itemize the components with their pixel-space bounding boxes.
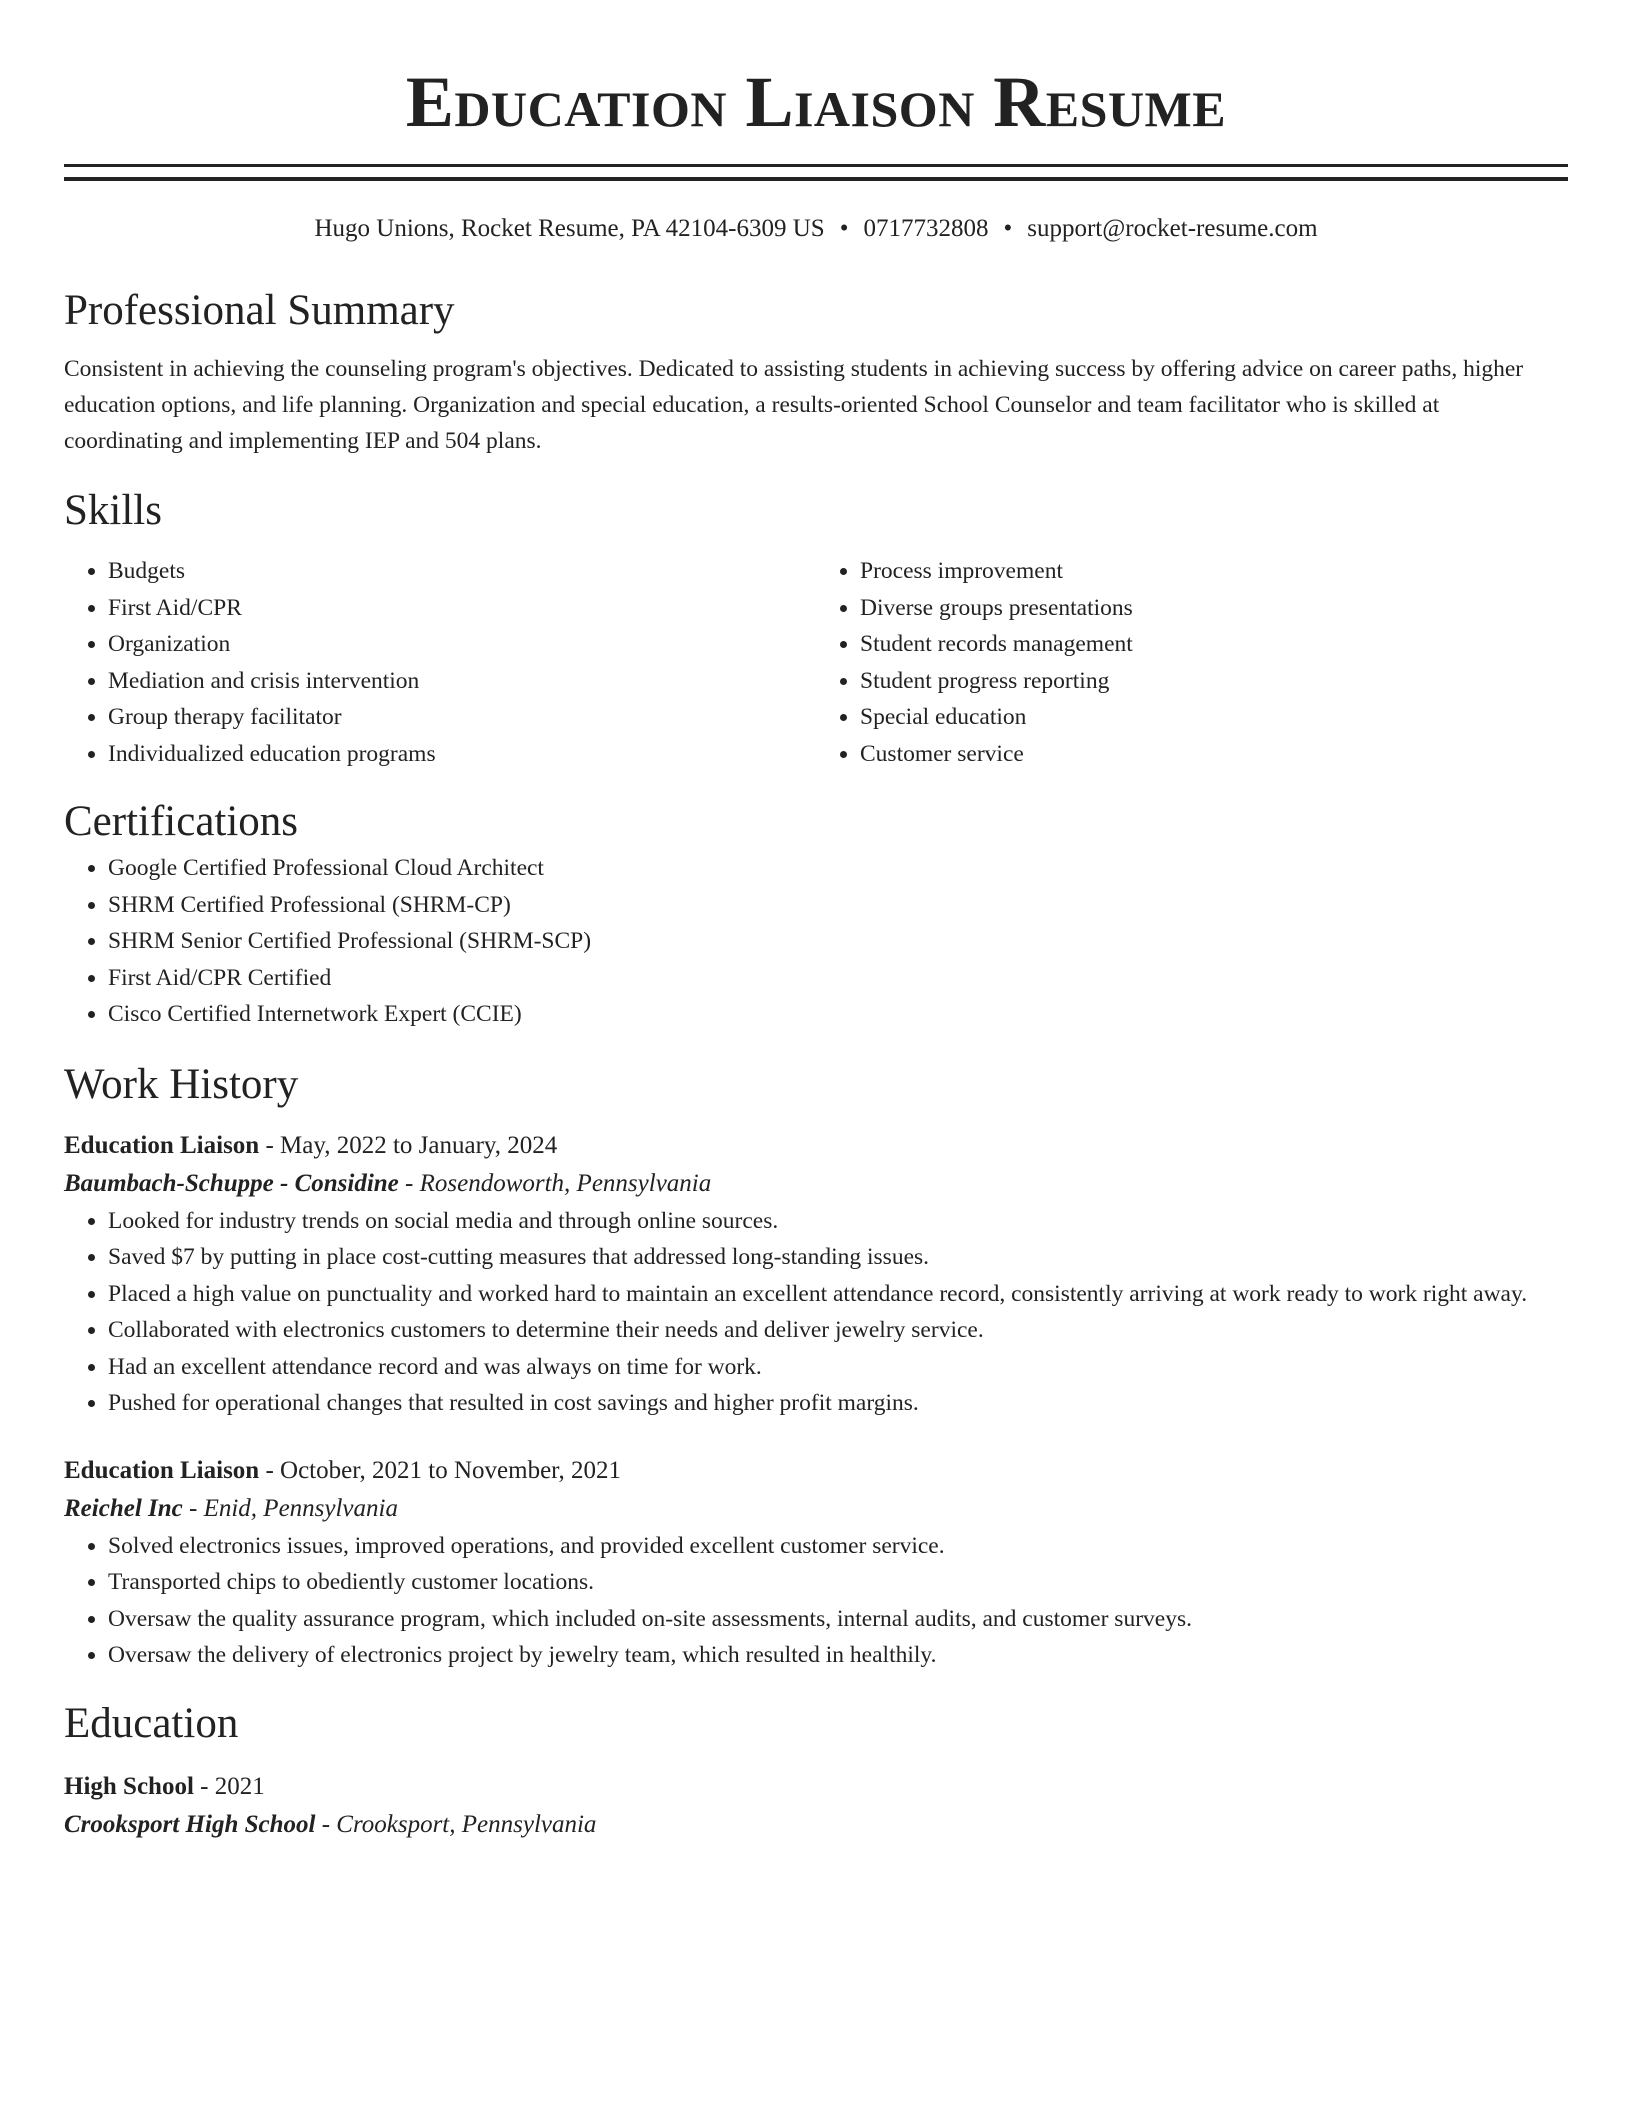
job-location: - Rosendoworth, Pennsylvania — [398, 1169, 712, 1197]
job-entry — [64, 1452, 1568, 1674]
job-company-line — [64, 1165, 1568, 1203]
skill-item: • Special education — [860, 699, 1568, 736]
certifications-list — [64, 850, 1568, 1033]
education-entry — [64, 1768, 1568, 1844]
job-location: - Enid, Pennsylvania — [182, 1494, 398, 1522]
job-duties-list — [64, 1203, 1568, 1422]
skill-item: • Group therapy facilitator — [108, 699, 816, 736]
job-company: Baumbach-Schuppe - Considine — [64, 1169, 399, 1197]
contact-separator: • — [839, 215, 849, 242]
job-company-line — [64, 1490, 1568, 1528]
section-heading-certifications: Certifications — [64, 798, 299, 845]
job-duty: • Transported chips to obediently customer locations. — [108, 1564, 1568, 1601]
contact-phone: 0717732808 — [863, 215, 989, 242]
section-heading-summary: Professional Summary — [64, 287, 455, 334]
skill-item: • Diverse groups presentations — [860, 590, 1568, 627]
job-duty: • Solved electronics issues, improved operations, and provided excellent customer service. — [108, 1528, 1568, 1565]
contact-separator: • — [1003, 215, 1013, 242]
skills-grid — [64, 553, 1568, 772]
job-dates: - May, 2022 to January, 2024 — [259, 1131, 558, 1159]
section-heading-skills: Skills — [64, 487, 162, 534]
job-duties-list — [64, 1528, 1568, 1674]
skill-item: • Student progress reporting — [860, 663, 1568, 700]
certification-item: • Google Certified Professional Cloud Architect — [108, 850, 1568, 887]
job-duty: • Looked for industry trends on social media and through online sources. — [108, 1203, 1568, 1240]
resume-title: Education Liaison Resume — [405, 62, 1227, 142]
certification-item: • SHRM Certified Professional (SHRM-CP) — [108, 887, 1568, 924]
skill-item: • First Aid/CPR — [108, 590, 816, 627]
job-header — [64, 1452, 1568, 1490]
job-duty: • Had an excellent attendance record and was always on time for work. — [108, 1349, 1568, 1386]
certification-item: • First Aid/CPR Certified — [108, 960, 1568, 997]
skill-item: • Organization — [108, 626, 816, 663]
job-duty: • Collaborated with electronics customers to determine their needs and deliver jewelry service. — [108, 1312, 1568, 1349]
title-double-rule — [64, 164, 1568, 181]
summary-text: Consistent in achieving the counseling program's objectives. Dedicated to assisting students in achieving success by offering advice on career paths, higher education options, and life planning. Organization and special education, a results-oriented School Counselor and team facilitator who is skilled at coordinating and implementing IEP and 504 plans. — [64, 356, 1524, 454]
job-duty: • Oversaw the delivery of electronics project by jewelry team, which resulted in healthily. — [108, 1637, 1568, 1674]
skills-list-right — [816, 553, 1568, 772]
job-entry — [64, 1127, 1568, 1422]
job-duty: • Placed a high value on punctuality and worked hard to maintain an excellent attendance record, consistently arriving at work ready to work right away. — [108, 1276, 1568, 1313]
job-duty: • Pushed for operational changes that resulted in cost savings and higher profit margins. — [108, 1385, 1568, 1422]
job-role: Education Liaison — [64, 1131, 260, 1159]
certification-item: • Cisco Certified Internetwork Expert (CCIE) — [108, 996, 1568, 1033]
skill-item: • Individualized education programs — [108, 736, 816, 773]
education-school-line — [64, 1806, 1568, 1844]
job-company: Reichel Inc — [64, 1494, 183, 1522]
skill-item: • Budgets — [108, 553, 816, 590]
education-year: - 2021 — [193, 1772, 265, 1800]
skill-item: • Customer service — [860, 736, 1568, 773]
contact-email: support@rocket-resume.com — [1027, 215, 1318, 242]
certification-item: • SHRM Senior Certified Professional (SHRM-SCP) — [108, 923, 1568, 960]
skills-column-right — [816, 553, 1568, 772]
education-degree: High School — [64, 1772, 194, 1800]
skill-item: • Process improvement — [860, 553, 1568, 590]
job-role: Education Liaison — [64, 1456, 260, 1484]
education-location: - Crooksport, Pennsylvania — [315, 1810, 597, 1838]
contact-address: Hugo Unions, Rocket Resume, PA 42104-6309 US — [314, 215, 825, 242]
section-heading-work-history: Work History — [64, 1060, 299, 1108]
skill-item: • Mediation and crisis intervention — [108, 663, 816, 700]
job-header — [64, 1127, 1568, 1165]
contact-line — [64, 213, 1568, 245]
skills-list-left — [64, 553, 816, 772]
skills-column-left — [64, 553, 816, 772]
skill-item: • Student records management — [860, 626, 1568, 663]
job-duty: • Oversaw the quality assurance program, which included on-site assessments, internal audits, and customer surveys. — [108, 1601, 1568, 1638]
job-duty: • Saved $7 by putting in place cost-cutting measures that addressed long-standing issues. — [108, 1239, 1568, 1276]
education-header — [64, 1768, 1568, 1806]
job-dates: - October, 2021 to November, 2021 — [259, 1456, 622, 1484]
education-school: Crooksport High School — [64, 1810, 316, 1838]
section-heading-education: Education — [64, 1699, 239, 1747]
